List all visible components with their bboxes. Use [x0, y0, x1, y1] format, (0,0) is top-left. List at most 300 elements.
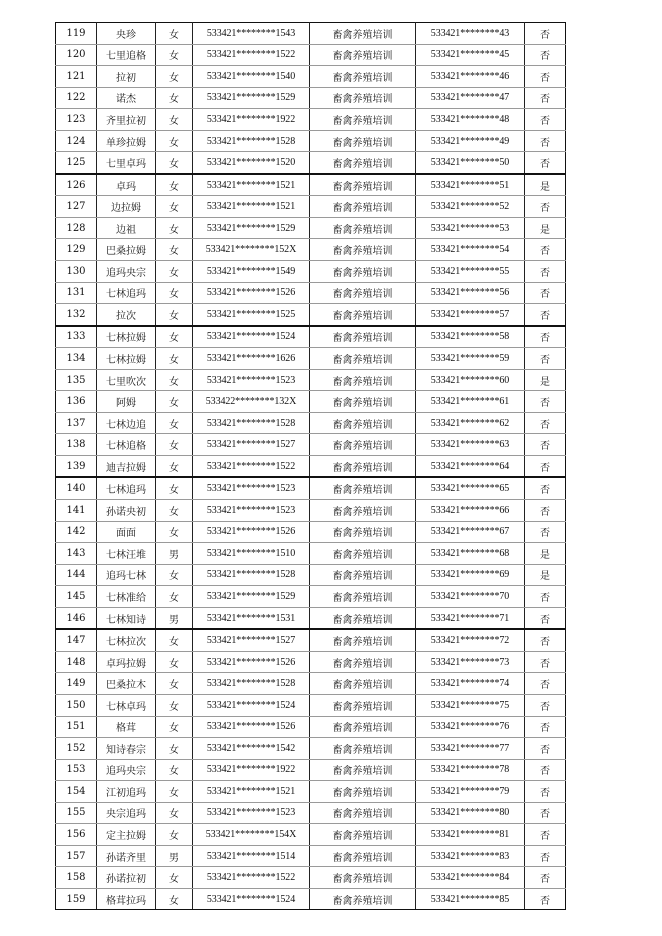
status-flag-cell: 否 [525, 412, 566, 434]
course-cell: 畜禽养殖培训 [310, 174, 416, 196]
course-cell: 畜禽养殖培训 [310, 738, 416, 760]
gender-cell: 女 [156, 802, 193, 824]
status-flag-cell: 否 [525, 455, 566, 477]
status-flag-cell: 否 [525, 845, 566, 867]
phone-number-cell: 533421********71 [416, 607, 525, 629]
table-row [56, 500, 566, 522]
id-number-cell: 533421********152X [193, 239, 310, 261]
row-number-cell: 132 [56, 304, 97, 326]
course-cell: 畜禽养殖培训 [310, 130, 416, 152]
course-cell: 畜禽养殖培训 [310, 477, 416, 499]
gender-cell: 女 [156, 369, 193, 391]
phone-number-cell: 533421********85 [416, 888, 525, 910]
gender-cell: 女 [156, 23, 193, 45]
course-cell: 畜禽养殖培训 [310, 455, 416, 477]
gender-cell: 女 [156, 738, 193, 760]
table-row [56, 412, 566, 434]
name-cell: 七林追玛 [97, 477, 156, 499]
course-cell: 畜禽养殖培训 [310, 564, 416, 586]
name-cell: 孙诺拉初 [97, 867, 156, 889]
course-cell: 畜禽养殖培训 [310, 369, 416, 391]
gender-cell: 女 [156, 261, 193, 283]
id-number-cell: 533421********1526 [193, 716, 310, 738]
row-number-cell: 121 [56, 66, 97, 88]
course-cell: 畜禽养殖培训 [310, 845, 416, 867]
name-cell: 面面 [97, 521, 156, 543]
course-cell: 畜禽养殖培训 [310, 326, 416, 348]
status-flag-cell: 否 [525, 802, 566, 824]
gender-cell: 女 [156, 759, 193, 781]
id-number-cell: 533421********1543 [193, 23, 310, 45]
table-row [56, 455, 566, 477]
table-row [56, 217, 566, 239]
status-flag-cell: 否 [525, 477, 566, 499]
id-number-cell: 533421********1522 [193, 44, 310, 66]
gender-cell: 女 [156, 455, 193, 477]
table-row [56, 564, 566, 586]
name-cell: 七里追格 [97, 44, 156, 66]
status-flag-cell: 否 [525, 44, 566, 66]
gender-cell: 女 [156, 586, 193, 608]
table-row [56, 738, 566, 760]
row-number-cell: 140 [56, 477, 97, 499]
status-flag-cell: 否 [525, 261, 566, 283]
course-cell: 畜禽养殖培训 [310, 802, 416, 824]
table-row [56, 824, 566, 846]
table-row [56, 802, 566, 824]
status-flag-cell: 否 [525, 109, 566, 131]
name-cell: 迪吉拉姆 [97, 455, 156, 477]
name-cell: 单珍拉姆 [97, 130, 156, 152]
name-cell: 阿姆 [97, 391, 156, 413]
course-cell: 畜禽养殖培训 [310, 44, 416, 66]
status-flag-cell: 否 [525, 130, 566, 152]
status-flag-cell: 否 [525, 521, 566, 543]
gender-cell: 女 [156, 196, 193, 218]
table-row [56, 174, 566, 196]
name-cell: 知诗春宗 [97, 738, 156, 760]
row-number-cell: 123 [56, 109, 97, 131]
gender-cell: 女 [156, 521, 193, 543]
id-number-cell: 533421********1526 [193, 521, 310, 543]
id-number-cell: 533421********1523 [193, 477, 310, 499]
phone-number-cell: 533421********78 [416, 759, 525, 781]
gender-cell: 女 [156, 282, 193, 304]
table-row [56, 326, 566, 348]
table-row [56, 867, 566, 889]
course-cell: 畜禽养殖培训 [310, 694, 416, 716]
name-cell: 七林边追 [97, 412, 156, 434]
phone-number-cell: 533421********50 [416, 152, 525, 174]
gender-cell: 女 [156, 434, 193, 456]
name-cell: 孙诺央初 [97, 500, 156, 522]
course-cell: 畜禽养殖培训 [310, 888, 416, 910]
row-number-cell: 154 [56, 781, 97, 803]
table-row [56, 759, 566, 781]
row-number-cell: 130 [56, 261, 97, 283]
roster-table-body [56, 23, 566, 910]
phone-number-cell: 533421********51 [416, 174, 525, 196]
phone-number-cell: 533421********49 [416, 130, 525, 152]
status-flag-cell: 否 [525, 888, 566, 910]
gender-cell: 女 [156, 564, 193, 586]
name-cell: 七林卓玛 [97, 694, 156, 716]
name-cell: 格茸 [97, 716, 156, 738]
id-number-cell: 533421********1523 [193, 802, 310, 824]
gender-cell: 女 [156, 500, 193, 522]
gender-cell: 女 [156, 348, 193, 370]
phone-number-cell: 533421********70 [416, 586, 525, 608]
id-number-cell: 533421********154X [193, 824, 310, 846]
id-number-cell: 533421********1526 [193, 282, 310, 304]
name-cell: 七林拉姆 [97, 326, 156, 348]
course-cell: 畜禽养殖培训 [310, 434, 416, 456]
id-number-cell: 533421********1522 [193, 455, 310, 477]
status-flag-cell: 否 [525, 824, 566, 846]
id-number-cell: 533421********1522 [193, 867, 310, 889]
row-number-cell: 152 [56, 738, 97, 760]
table-row [56, 109, 566, 131]
name-cell: 齐里拉初 [97, 109, 156, 131]
course-cell: 畜禽养殖培训 [310, 716, 416, 738]
id-number-cell: 533421********1521 [193, 781, 310, 803]
table-row [56, 44, 566, 66]
id-number-cell: 533421********1529 [193, 217, 310, 239]
gender-cell: 女 [156, 716, 193, 738]
phone-number-cell: 533421********62 [416, 412, 525, 434]
id-number-cell: 533421********1529 [193, 87, 310, 109]
gender-cell: 女 [156, 109, 193, 131]
row-number-cell: 150 [56, 694, 97, 716]
gender-cell: 女 [156, 87, 193, 109]
row-number-cell: 155 [56, 802, 97, 824]
table-row [56, 716, 566, 738]
gender-cell: 男 [156, 543, 193, 565]
phone-number-cell: 533421********43 [416, 23, 525, 45]
course-cell: 畜禽养殖培训 [310, 66, 416, 88]
status-flag-cell: 否 [525, 348, 566, 370]
id-number-cell: 533421********1626 [193, 348, 310, 370]
row-number-cell: 159 [56, 888, 97, 910]
row-number-cell: 122 [56, 87, 97, 109]
phone-number-cell: 533421********59 [416, 348, 525, 370]
table-row [56, 66, 566, 88]
phone-number-cell: 533421********46 [416, 66, 525, 88]
name-cell: 七林追玛 [97, 282, 156, 304]
name-cell: 江初追玛 [97, 781, 156, 803]
status-flag-cell: 否 [525, 629, 566, 651]
id-number-cell: 533421********1529 [193, 586, 310, 608]
status-flag-cell: 否 [525, 651, 566, 673]
row-number-cell: 129 [56, 239, 97, 261]
name-cell: 边祖 [97, 217, 156, 239]
phone-number-cell: 533421********61 [416, 391, 525, 413]
name-cell: 卓玛拉姆 [97, 651, 156, 673]
gender-cell: 男 [156, 845, 193, 867]
gender-cell: 女 [156, 629, 193, 651]
course-cell: 畜禽养殖培训 [310, 23, 416, 45]
table-row [56, 369, 566, 391]
phone-number-cell: 533421********73 [416, 651, 525, 673]
gender-cell: 女 [156, 412, 193, 434]
name-cell: 边拉姆 [97, 196, 156, 218]
row-number-cell: 143 [56, 543, 97, 565]
id-number-cell: 533421********1542 [193, 738, 310, 760]
gender-cell: 女 [156, 44, 193, 66]
id-number-cell: 533421********1525 [193, 304, 310, 326]
status-flag-cell: 否 [525, 716, 566, 738]
phone-number-cell: 533421********60 [416, 369, 525, 391]
status-flag-cell: 否 [525, 87, 566, 109]
row-number-cell: 128 [56, 217, 97, 239]
gender-cell: 女 [156, 781, 193, 803]
gender-cell: 女 [156, 673, 193, 695]
row-number-cell: 153 [56, 759, 97, 781]
phone-number-cell: 533421********63 [416, 434, 525, 456]
row-number-cell: 136 [56, 391, 97, 413]
id-number-cell: 533421********1528 [193, 130, 310, 152]
phone-number-cell: 533421********76 [416, 716, 525, 738]
row-number-cell: 127 [56, 196, 97, 218]
table-row [56, 888, 566, 910]
phone-number-cell: 533421********79 [416, 781, 525, 803]
table-row [56, 152, 566, 174]
row-number-cell: 149 [56, 673, 97, 695]
id-number-cell: 533421********1514 [193, 845, 310, 867]
course-cell: 畜禽养殖培训 [310, 867, 416, 889]
course-cell: 畜禽养殖培训 [310, 391, 416, 413]
phone-number-cell: 533421********64 [416, 455, 525, 477]
status-flag-cell: 否 [525, 196, 566, 218]
status-flag-cell: 否 [525, 282, 566, 304]
table-row [56, 434, 566, 456]
table-row [56, 629, 566, 651]
phone-number-cell: 533421********54 [416, 239, 525, 261]
row-number-cell: 138 [56, 434, 97, 456]
gender-cell: 女 [156, 130, 193, 152]
phone-number-cell: 533421********66 [416, 500, 525, 522]
status-flag-cell: 是 [525, 369, 566, 391]
row-number-cell: 131 [56, 282, 97, 304]
table-row [56, 651, 566, 673]
phone-number-cell: 533421********81 [416, 824, 525, 846]
row-number-cell: 125 [56, 152, 97, 174]
roster-table [55, 22, 566, 910]
id-number-cell: 533421********1540 [193, 66, 310, 88]
table-row [56, 521, 566, 543]
status-flag-cell: 否 [525, 434, 566, 456]
table-row [56, 586, 566, 608]
gender-cell: 女 [156, 217, 193, 239]
name-cell: 巴桑拉木 [97, 673, 156, 695]
id-number-cell: 533421********1526 [193, 651, 310, 673]
id-number-cell: 533421********1528 [193, 673, 310, 695]
name-cell: 央珍 [97, 23, 156, 45]
status-flag-cell: 否 [525, 152, 566, 174]
gender-cell: 女 [156, 66, 193, 88]
name-cell: 央宗追玛 [97, 802, 156, 824]
gender-cell: 女 [156, 867, 193, 889]
id-number-cell: 533421********1922 [193, 759, 310, 781]
status-flag-cell: 否 [525, 607, 566, 629]
course-cell: 畜禽养殖培训 [310, 152, 416, 174]
gender-cell: 男 [156, 607, 193, 629]
course-cell: 畜禽养殖培训 [310, 109, 416, 131]
id-number-cell: 533421********1528 [193, 564, 310, 586]
phone-number-cell: 533421********68 [416, 543, 525, 565]
table-row [56, 845, 566, 867]
phone-number-cell: 533421********53 [416, 217, 525, 239]
phone-number-cell: 533421********52 [416, 196, 525, 218]
status-flag-cell: 否 [525, 500, 566, 522]
course-cell: 畜禽养殖培训 [310, 261, 416, 283]
course-cell: 畜禽养殖培训 [310, 607, 416, 629]
course-cell: 畜禽养殖培训 [310, 500, 416, 522]
gender-cell: 女 [156, 477, 193, 499]
row-number-cell: 139 [56, 455, 97, 477]
id-number-cell: 533421********1527 [193, 434, 310, 456]
course-cell: 畜禽养殖培训 [310, 412, 416, 434]
id-number-cell: 533421********1520 [193, 152, 310, 174]
gender-cell: 女 [156, 239, 193, 261]
row-number-cell: 151 [56, 716, 97, 738]
row-number-cell: 119 [56, 23, 97, 45]
status-flag-cell: 否 [525, 304, 566, 326]
table-row [56, 477, 566, 499]
row-number-cell: 120 [56, 44, 97, 66]
table-row [56, 607, 566, 629]
name-cell: 七林知诗 [97, 607, 156, 629]
course-cell: 畜禽养殖培训 [310, 781, 416, 803]
table-row [56, 282, 566, 304]
phone-number-cell: 533421********72 [416, 629, 525, 651]
name-cell: 七林汪堆 [97, 543, 156, 565]
phone-number-cell: 533421********69 [416, 564, 525, 586]
name-cell: 孙诺齐里 [97, 845, 156, 867]
course-cell: 畜禽养殖培训 [310, 239, 416, 261]
table-row [56, 130, 566, 152]
row-number-cell: 147 [56, 629, 97, 651]
row-number-cell: 158 [56, 867, 97, 889]
name-cell: 七林拉次 [97, 629, 156, 651]
table-row [56, 23, 566, 45]
id-number-cell: 533421********1531 [193, 607, 310, 629]
id-number-cell: 533421********1523 [193, 500, 310, 522]
phone-number-cell: 533421********45 [416, 44, 525, 66]
status-flag-cell: 是 [525, 174, 566, 196]
table-row [56, 87, 566, 109]
gender-cell: 女 [156, 152, 193, 174]
phone-number-cell: 533421********48 [416, 109, 525, 131]
phone-number-cell: 533421********55 [416, 261, 525, 283]
course-cell: 畜禽养殖培训 [310, 543, 416, 565]
course-cell: 畜禽养殖培训 [310, 521, 416, 543]
course-cell: 畜禽养殖培训 [310, 282, 416, 304]
row-number-cell: 126 [56, 174, 97, 196]
course-cell: 畜禽养殖培训 [310, 759, 416, 781]
row-number-cell: 133 [56, 326, 97, 348]
status-flag-cell: 否 [525, 759, 566, 781]
name-cell: 拉次 [97, 304, 156, 326]
gender-cell: 女 [156, 391, 193, 413]
course-cell: 畜禽养殖培训 [310, 629, 416, 651]
row-number-cell: 145 [56, 586, 97, 608]
status-flag-cell: 否 [525, 673, 566, 695]
id-number-cell: 533421********1922 [193, 109, 310, 131]
row-number-cell: 134 [56, 348, 97, 370]
table-row [56, 348, 566, 370]
table-row [56, 694, 566, 716]
id-number-cell: 533421********1527 [193, 629, 310, 651]
name-cell: 追玛央宗 [97, 759, 156, 781]
status-flag-cell: 否 [525, 326, 566, 348]
course-cell: 畜禽养殖培训 [310, 217, 416, 239]
name-cell: 追玛央宗 [97, 261, 156, 283]
id-number-cell: 533421********1524 [193, 694, 310, 716]
gender-cell: 女 [156, 824, 193, 846]
status-flag-cell: 是 [525, 543, 566, 565]
name-cell: 七林准给 [97, 586, 156, 608]
phone-number-cell: 533421********56 [416, 282, 525, 304]
course-cell: 畜禽养殖培训 [310, 87, 416, 109]
phone-number-cell: 533421********58 [416, 326, 525, 348]
row-number-cell: 144 [56, 564, 97, 586]
gender-cell: 女 [156, 694, 193, 716]
name-cell: 定主拉姆 [97, 824, 156, 846]
course-cell: 畜禽养殖培训 [310, 348, 416, 370]
phone-number-cell: 533421********77 [416, 738, 525, 760]
name-cell: 巴桑拉姆 [97, 239, 156, 261]
table-row [56, 304, 566, 326]
row-number-cell: 141 [56, 500, 97, 522]
course-cell: 畜禽养殖培训 [310, 824, 416, 846]
phone-number-cell: 533421********75 [416, 694, 525, 716]
table-row [56, 673, 566, 695]
course-cell: 畜禽养殖培训 [310, 304, 416, 326]
name-cell: 诺杰 [97, 87, 156, 109]
id-number-cell: 533421********1549 [193, 261, 310, 283]
id-number-cell: 533422********132X [193, 391, 310, 413]
row-number-cell: 148 [56, 651, 97, 673]
row-number-cell: 124 [56, 130, 97, 152]
gender-cell: 女 [156, 304, 193, 326]
course-cell: 畜禽养殖培训 [310, 196, 416, 218]
status-flag-cell: 否 [525, 23, 566, 45]
name-cell: 拉初 [97, 66, 156, 88]
phone-number-cell: 533421********65 [416, 477, 525, 499]
table-row [56, 261, 566, 283]
id-number-cell: 533421********1510 [193, 543, 310, 565]
table-row [56, 391, 566, 413]
row-number-cell: 142 [56, 521, 97, 543]
table-row [56, 543, 566, 565]
course-cell: 畜禽养殖培训 [310, 673, 416, 695]
status-flag-cell: 否 [525, 738, 566, 760]
roster-sheet [55, 22, 566, 910]
course-cell: 畜禽养殖培训 [310, 586, 416, 608]
phone-number-cell: 533421********80 [416, 802, 525, 824]
table-row [56, 239, 566, 261]
phone-number-cell: 533421********57 [416, 304, 525, 326]
gender-cell: 女 [156, 174, 193, 196]
name-cell: 七里吹次 [97, 369, 156, 391]
id-number-cell: 533421********1528 [193, 412, 310, 434]
row-number-cell: 156 [56, 824, 97, 846]
id-number-cell: 533421********1523 [193, 369, 310, 391]
id-number-cell: 533421********1524 [193, 888, 310, 910]
name-cell: 七里卓玛 [97, 152, 156, 174]
id-number-cell: 533421********1524 [193, 326, 310, 348]
